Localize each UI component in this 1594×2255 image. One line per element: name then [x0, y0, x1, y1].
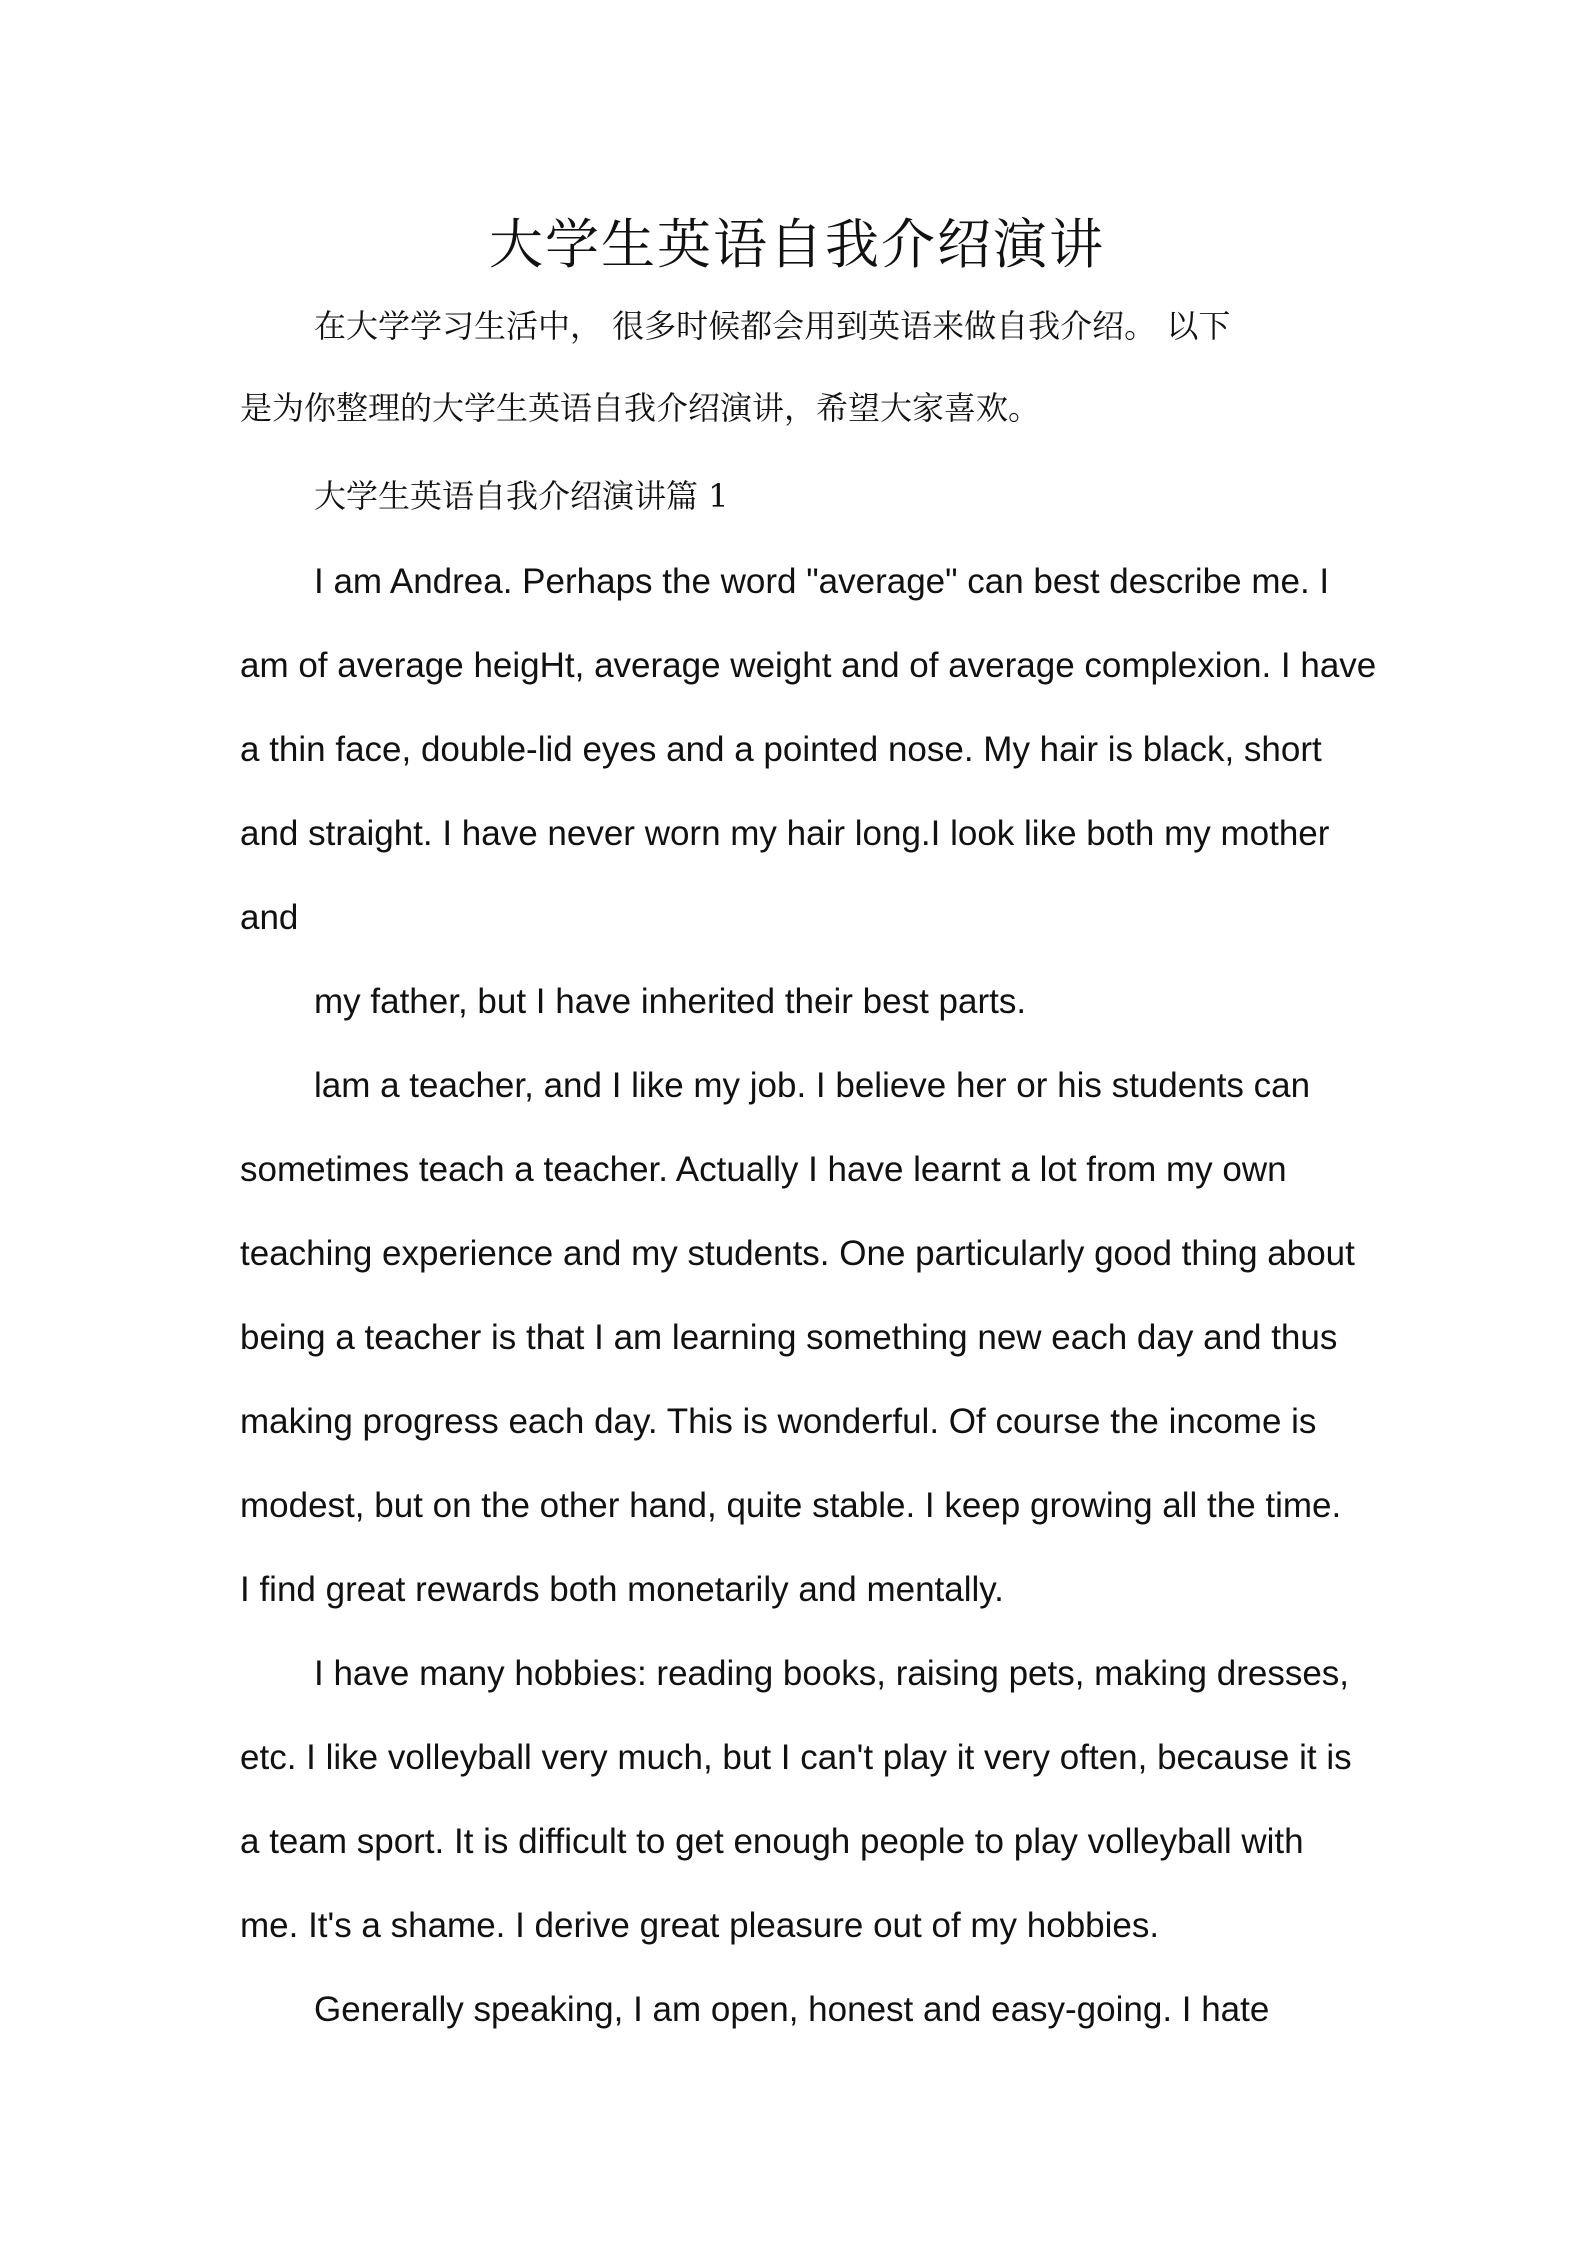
paragraph-line: modest, but on the other hand, quite stable. I keep growing all the time.: [240, 1486, 1342, 1525]
paragraph-line: making progress each day. This is wonderful. Of course the income is: [240, 1402, 1317, 1441]
paragraph-line: am of average heigHt, average weight and of average complexion. I have: [240, 646, 1377, 685]
paragraph-line: I find great rewards both monetarily and mentally.: [240, 1570, 1004, 1609]
paragraph-line: and: [240, 898, 299, 937]
paragraph-line: my father, but I have inherited their best parts.: [314, 982, 1027, 1021]
paragraph-line: me. It's a shame. I derive great pleasure out of my hobbies.: [240, 1906, 1160, 1945]
paragraph-line: a team sport. It is difficult to get enough people to play volleyball with: [240, 1822, 1304, 1861]
paragraph-line: Generally speaking, I am open, honest and easy-going. I hate: [314, 1990, 1270, 2029]
paragraph-line: 是为你整理的大学生英语自我介绍演讲，希望大家喜欢。: [240, 389, 1041, 427]
paragraph-line: teaching experience and my students. One particularly good thing about: [240, 1234, 1355, 1273]
document-title: 大学生英语自我介绍演讲: [489, 213, 1105, 276]
paragraph-line: 在大学学习生活中， 很多时候都会用到英语来做自我介绍。 以下: [314, 307, 1231, 345]
paragraph-line: sometimes teach a teacher. Actually I have learnt a lot from my own: [240, 1150, 1287, 1189]
paragraph-line: being a teacher is that I am learning something new each day and thus: [240, 1318, 1338, 1357]
paragraph-line: etc. I like volleyball very much, but I can't play it very often, because it is: [240, 1738, 1352, 1777]
paragraph-line: I am Andrea. Perhaps the word "average" can best describe me. I: [314, 562, 1330, 601]
paragraph-line: lam a teacher, and I like my job. I believe her or his students can: [314, 1066, 1311, 1105]
paragraph-line: a thin face, double-lid eyes and a pointed nose. My hair is black, short: [240, 730, 1322, 769]
paragraph-line: I have many hobbies: reading books, raising pets, making dresses,: [314, 1654, 1350, 1693]
section-heading: 大学生英语自我介绍演讲篇 1: [314, 477, 729, 515]
paragraph-line: and straight. I have never worn my hair long.I look like both my mother: [240, 814, 1330, 853]
